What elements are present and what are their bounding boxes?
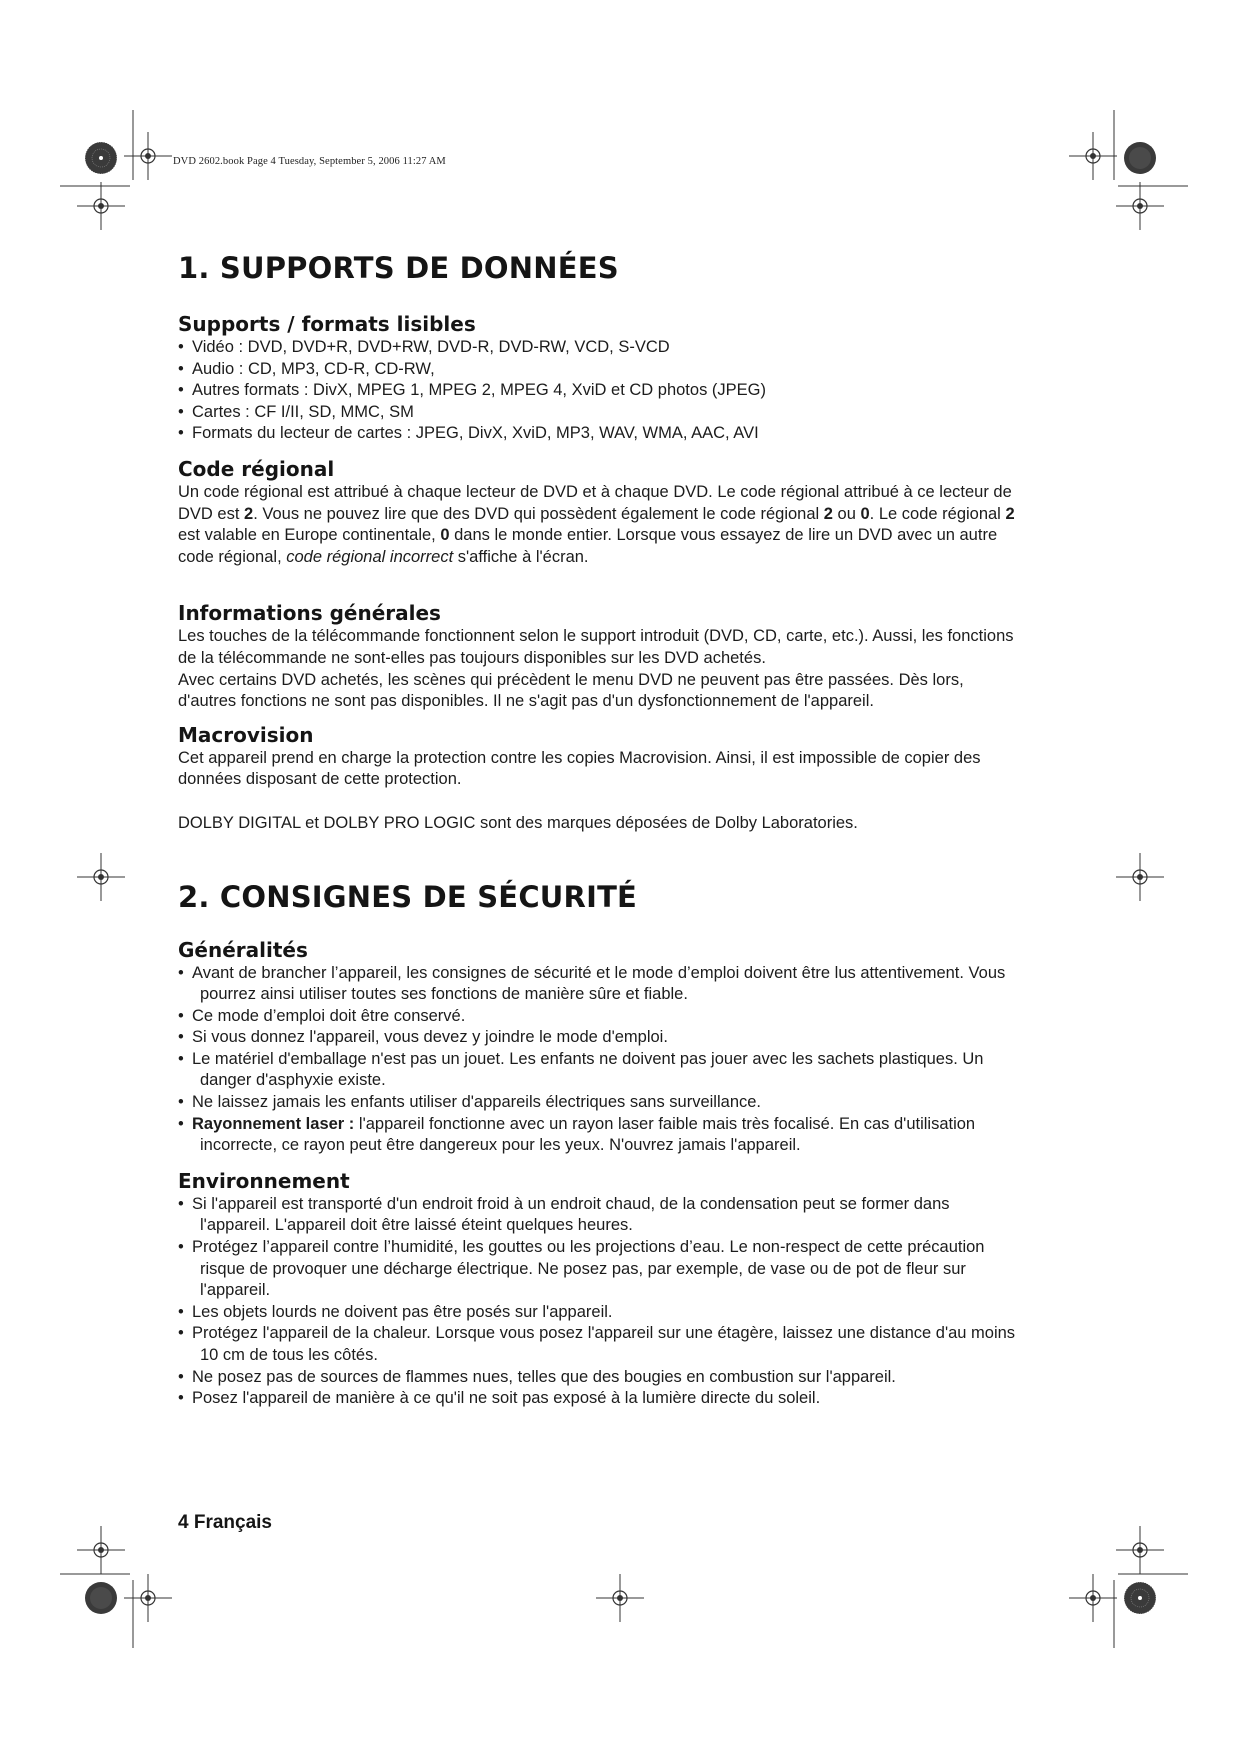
list-item: • Vidéo : DVD, DVD+R, DVD+RW, DVD-R, DVD-RW, VCD, S-VCD <box>178 338 670 356</box>
list-item: • Autres formats : DivX, MPEG 1, MPEG 2, MPEG 4, XviD et CD photos (JPEG) <box>178 381 766 400</box>
laser-warning-item: • Rayonnement laser : l'appareil fonctionne avec un rayon laser faible mais très focalisé. En cas d'utilisation incorrecte, ce rayon peut être dangereux pour les yeux. N'ouvrez jamais l'appareil. <box>178 1114 976 1155</box>
laser-warning-label: Rayonnement laser : <box>192 1114 355 1133</box>
list-item: • Ce mode d’emploi doit être conservé. <box>178 1006 466 1025</box>
registration-wheel-icon <box>1124 1582 1156 1614</box>
page-content <box>178 250 1020 1410</box>
list-item: • Si l'appareil est transporté d'un endroit froid à un endroit chaud, de la condensation peut se former dans l'appareil. L'appareil doit être laissé éteint quelques heures. <box>178 1194 950 1235</box>
list-item: • Protégez l’appareil contre l’humidité, les gouttes ou les projections d’eau. Le non-respect de cette précaution risque de provoquer une décharge électrique. Ne posez pas, par exemple, de vase ou de pot de fleur sur l'appareil. <box>178 1238 985 1300</box>
list-item: • Les objets lourds ne doivent pas être posés sur l'appareil. <box>178 1302 613 1321</box>
formats-list <box>178 337 1020 445</box>
print-header-stamp: DVD 2602.book Page 4 Tuesday, September 5, 2006 11:27 AM <box>173 156 446 167</box>
list-item: • Si vous donnez l'appareil, vous devez y joindre le mode d'emploi. <box>178 1028 668 1047</box>
crosshair-icon <box>1116 1526 1164 1574</box>
environment-heading: Environnement <box>178 1168 350 1193</box>
crosshair-icon <box>1069 1574 1117 1622</box>
macrovision-paragraph: Cet appareil prend en charge la protection contre les copies Macrovision. Ainsi, il est impossible de copier des données disposant de cette protection. <box>178 748 981 789</box>
general-info-paragraph-1: Les touches de la télécommande fonctionnent selon le support introduit (DVD, CD, carte, etc.). Aussi, les fonctions de la télécommande ne sont-elles pas toujours disponibles sur les DVD achetés. <box>178 627 1014 667</box>
crosshair-icon <box>1116 182 1164 230</box>
crosshair-icon <box>1116 853 1164 901</box>
generalities-list <box>178 963 1020 1157</box>
list-item: • Protégez l'appareil de la chaleur. Lorsque vous posez l'appareil sur une étagère, laissez une distance d'au moins 10 cm de tous les côtés. <box>178 1324 1016 1364</box>
crosshair-icon <box>596 1574 644 1622</box>
generalities-heading: Généralités <box>178 937 308 962</box>
list-item: • Ne laissez jamais les enfants utiliser d'appareils électriques sans surveillance. <box>178 1093 762 1112</box>
list-item: • Formats du lecteur de cartes : JPEG, DivX, XviD, MP3, WAV, WMA, AAC, AVI <box>178 424 759 443</box>
dolby-trademark-note: DOLBY DIGITAL et DOLBY PRO LOGIC sont des marques déposées de Dolby Laboratories. <box>178 813 858 832</box>
list-item: • Cartes : CF I/II, SD, MMC, SM <box>178 402 414 421</box>
list-item: • Posez l'appareil de manière à ce qu'il ne soit pas exposé à la lumière directe du soleil. <box>178 1389 821 1408</box>
registration-wheel-icon <box>85 142 117 174</box>
general-info-paragraph-2: Avec certains DVD achetés, les scènes qui précèdent le menu DVD ne peuvent pas être passées. Dès lors, d'autres fonctions ne sont pas disponibles. Il ne s'agit pas d'un dysfonctionnement de l'appareil. <box>178 670 964 711</box>
registration-wheel-icon <box>1124 142 1156 174</box>
general-info-heading: Informations générales <box>178 601 441 626</box>
list-item: • Audio : CD, MP3, CD-R, CD-RW, <box>178 359 435 378</box>
crosshair-icon <box>77 853 125 901</box>
environment-list <box>178 1194 1020 1410</box>
crosshair-icon <box>77 182 125 230</box>
crosshair-icon <box>1069 132 1117 180</box>
list-item: • Ne posez pas de sources de flammes nues, telles que des bougies en combustion sur l'appareil. <box>178 1367 896 1386</box>
list-item: • Le matériel d'emballage n'est pas un jouet. Les enfants ne doivent pas jouer avec les sachets plastiques. Un danger d'asphyxie existe. <box>178 1049 984 1090</box>
formats-heading: Supports / formats lisibles <box>178 312 476 336</box>
macrovision-heading: Macrovision <box>178 722 314 747</box>
crosshair-icon <box>124 132 172 180</box>
crosshair-icon <box>77 1526 125 1574</box>
list-item: • Avant de brancher l’appareil, les consignes de sécurité et le mode d’emploi doivent être lus attentivement. Vous pourrez ainsi utiliser toutes ses fonctions de manière sûre et fiable. <box>178 963 1006 1004</box>
registration-wheel-icon <box>85 1582 117 1614</box>
region-code-paragraph: Un code régional est attribué à chaque lecteur de DVD et à chaque DVD. Le code régional attribué à ce lecteur de DVD est 2. Vous ne pouvez lire que des DVD qui possèdent également le code régional 2 ou 0. Le code régional 2 est valable en Europe continentale, 0 dans le monde entier. Lorsque vous essayez de lire un DVD avec un autre code régional, code régional incorrect s'affiche à l'écran. <box>178 482 1015 566</box>
region-code-heading: Code régional <box>178 456 335 481</box>
section-1-title: 1. SUPPORTS DE DONNÉES <box>178 251 619 285</box>
page-number-footer: 4 Français <box>178 1512 272 1533</box>
section-2-title: 2. CONSIGNES DE SÉCURITÉ <box>178 879 638 914</box>
crosshair-icon <box>124 1574 172 1622</box>
